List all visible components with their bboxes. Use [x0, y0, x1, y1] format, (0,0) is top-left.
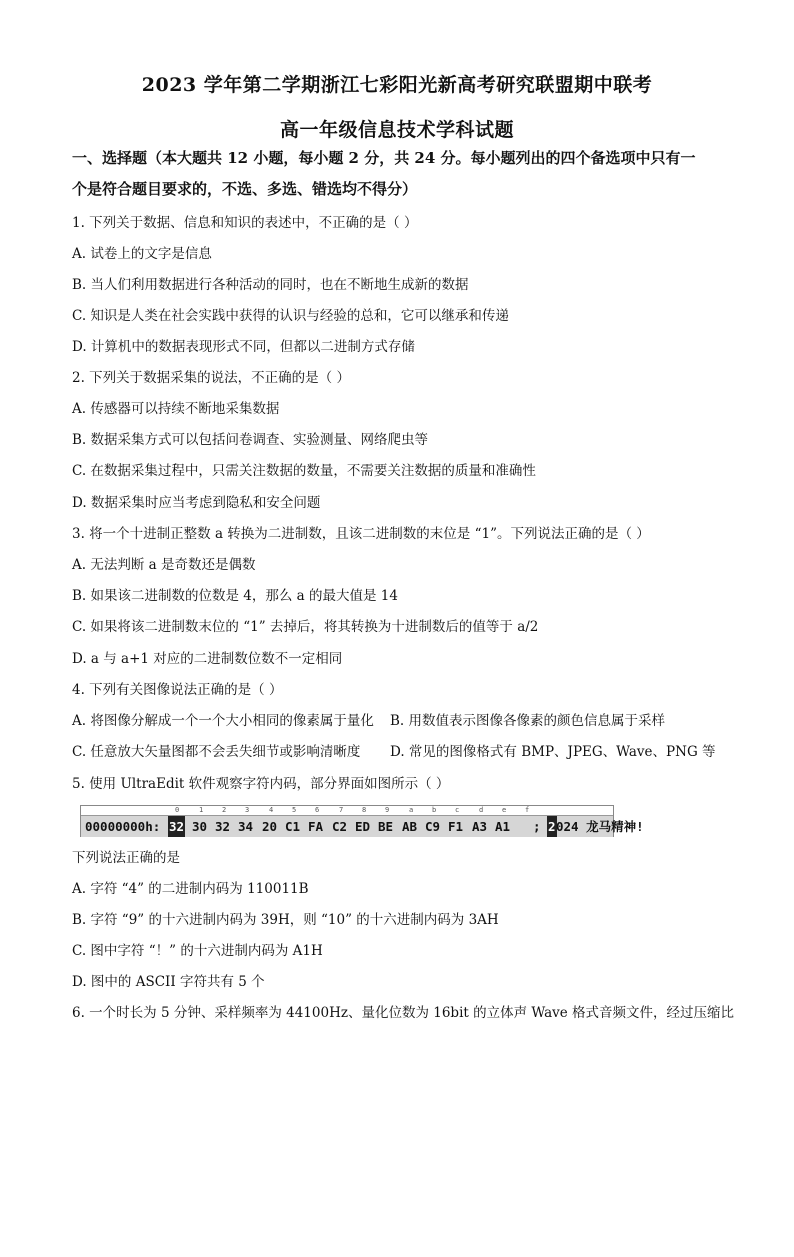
- hex-byte[interactable]: 20: [262, 819, 278, 834]
- q2-option-a: A. 传感器可以持续不断地采集数据: [72, 401, 280, 417]
- hex-address: 00000000h:: [85, 819, 161, 834]
- hex-byte[interactable]: 34: [238, 819, 254, 834]
- section-heading-line1: 一、选择题（本大题共 12 小题，每小题 2 分，共 24 分。每小题列出的四个备选项中只有一: [72, 149, 696, 167]
- q6-stem: 6. 一个时长为 5 分钟、采样频率为 44100Hz、量化位数为 16bit 的立体声 Wave 格式音频文件，经过压缩比: [72, 1005, 735, 1021]
- hex-text-prefix: ;: [533, 819, 541, 834]
- q5-option-c: C. 图中字符 “！” 的十六进制内码为 A1H: [72, 943, 323, 959]
- hex-byte[interactable]: ED: [355, 819, 371, 834]
- q3-option-d: D. a 与 a+1 对应的二进制数位数不一定相同: [72, 651, 343, 667]
- q1-option-b: B. 当人们利用数据进行各种活动的同时，也在不断地生成新的数据: [72, 277, 469, 293]
- hex-byte[interactable]: 30: [192, 819, 208, 834]
- ruler-label: 1: [199, 806, 204, 814]
- hex-byte[interactable]: FA: [308, 819, 324, 834]
- q5-stem: 5. 使用 UltraEdit 软件观察字符内码，部分界面如图所示（ ）: [72, 776, 450, 792]
- ruler-label: 9: [385, 806, 390, 814]
- hex-byte[interactable]: AB: [402, 819, 418, 834]
- hex-byte[interactable]: BE: [378, 819, 394, 834]
- ruler-label: 2: [222, 806, 227, 814]
- hex-byte[interactable]: A3: [472, 819, 488, 834]
- ruler-label: 7: [339, 806, 344, 814]
- ruler-label: b: [432, 806, 437, 814]
- q3-option-c: C. 如果将该二进制数末位的 “1” 去掉后，将其转换为十进制数后的值等于 a/2: [72, 619, 539, 635]
- q2-stem: 2. 下列关于数据采集的说法，不正确的是（ ）: [72, 370, 350, 386]
- hex-byte[interactable]: C9: [425, 819, 441, 834]
- ruler-label: 0: [175, 806, 180, 814]
- q1-option-c: C. 知识是人类在社会实践中获得的认识与经验的总和，它可以继承和传递: [72, 308, 509, 324]
- hex-byte[interactable]: C1: [285, 819, 301, 834]
- q4-options-cd: [72, 743, 732, 761]
- hex-column-ruler: [81, 806, 613, 815]
- ruler-label: d: [479, 806, 484, 814]
- hex-data-row: [81, 815, 644, 837]
- exam-title: 2023 学年第二学期浙江七彩阳光新高考研究联盟期中联考: [141, 74, 653, 96]
- hex-selected-byte[interactable]: 32: [168, 816, 185, 837]
- q1-stem: 1. 下列关于数据、信息和知识的表述中，不正确的是（ ）: [72, 215, 418, 231]
- q2-option-c: C. 在数据采集过程中，只需关注数据的数量，不需要关注数据的质量和准确性: [72, 463, 536, 479]
- hex-text-cursor[interactable]: 2: [547, 816, 557, 837]
- q4-option-a: A. 将图像分解成一个一个大小相同的像素属于量化: [72, 713, 374, 729]
- hex-text-pane: 024 龙马精神!: [556, 819, 644, 834]
- hex-byte[interactable]: A1: [495, 819, 511, 834]
- exam-subtitle: 高一年级信息技术学科试题: [279, 119, 514, 141]
- q4-options-ab: [72, 712, 732, 730]
- section-heading-line2: 个是符合题目要求的，不选、多选、错选均不得分）: [72, 180, 418, 198]
- ruler-label: 3: [245, 806, 250, 814]
- hex-byte[interactable]: 32: [215, 819, 231, 834]
- ultraedit-hex-view: [80, 805, 644, 837]
- hex-byte[interactable]: F1: [448, 819, 464, 834]
- q5-option-b: B. 字符 “9” 的十六进制内码为 39H，则 “10” 的十六进制内码为 3AH: [72, 912, 499, 928]
- ruler-label: e: [502, 806, 507, 814]
- ruler-label: f: [525, 806, 530, 814]
- ruler-label: a: [409, 806, 414, 814]
- q5-lead: 下列说法正确的是: [72, 850, 180, 866]
- q3-option-a: A. 无法判断 a 是奇数还是偶数: [72, 557, 256, 573]
- q4-option-c: C. 任意放大矢量图都不会丢失细节或影响清晰度: [72, 744, 361, 760]
- q4-option-d: D. 常见的图像格式有 BMP、JPEG、Wave、PNG 等: [390, 744, 716, 760]
- q3-stem: 3. 将一个十进制正整数 a 转换为二进制数，且该二进制数的末位是 “1”。下列说法正确的是（ ）: [72, 526, 650, 542]
- q5-option-d: D. 图中的 ASCII 字符共有 5 个: [72, 974, 265, 990]
- q5-option-a: A. 字符 “4” 的二进制内码为 110011B: [72, 881, 309, 897]
- q1-option-a: A. 试卷上的文字是信息: [72, 246, 212, 262]
- ruler-label: c: [455, 806, 460, 814]
- q4-option-b: B. 用数值表示图像各像素的颜色信息属于采样: [390, 713, 666, 729]
- q2-option-b: B. 数据采集方式可以包括问卷调查、实验测量、网络爬虫等: [72, 432, 429, 448]
- ruler-label: 5: [292, 806, 297, 814]
- q1-option-d: D. 计算机中的数据表现形式不同，但都以二进制方式存储: [72, 339, 415, 355]
- q4-stem: 4. 下列有关图像说法正确的是（ ）: [72, 682, 283, 698]
- hex-byte[interactable]: C2: [332, 819, 348, 834]
- ruler-label: 4: [269, 806, 274, 814]
- q2-option-d: D. 数据采集时应当考虑到隐私和安全问题: [72, 495, 321, 511]
- ruler-label: 8: [362, 806, 367, 814]
- ruler-label: 6: [315, 806, 320, 814]
- q3-option-b: B. 如果该二进制数的位数是 4，那么 a 的最大值是 14: [72, 588, 398, 604]
